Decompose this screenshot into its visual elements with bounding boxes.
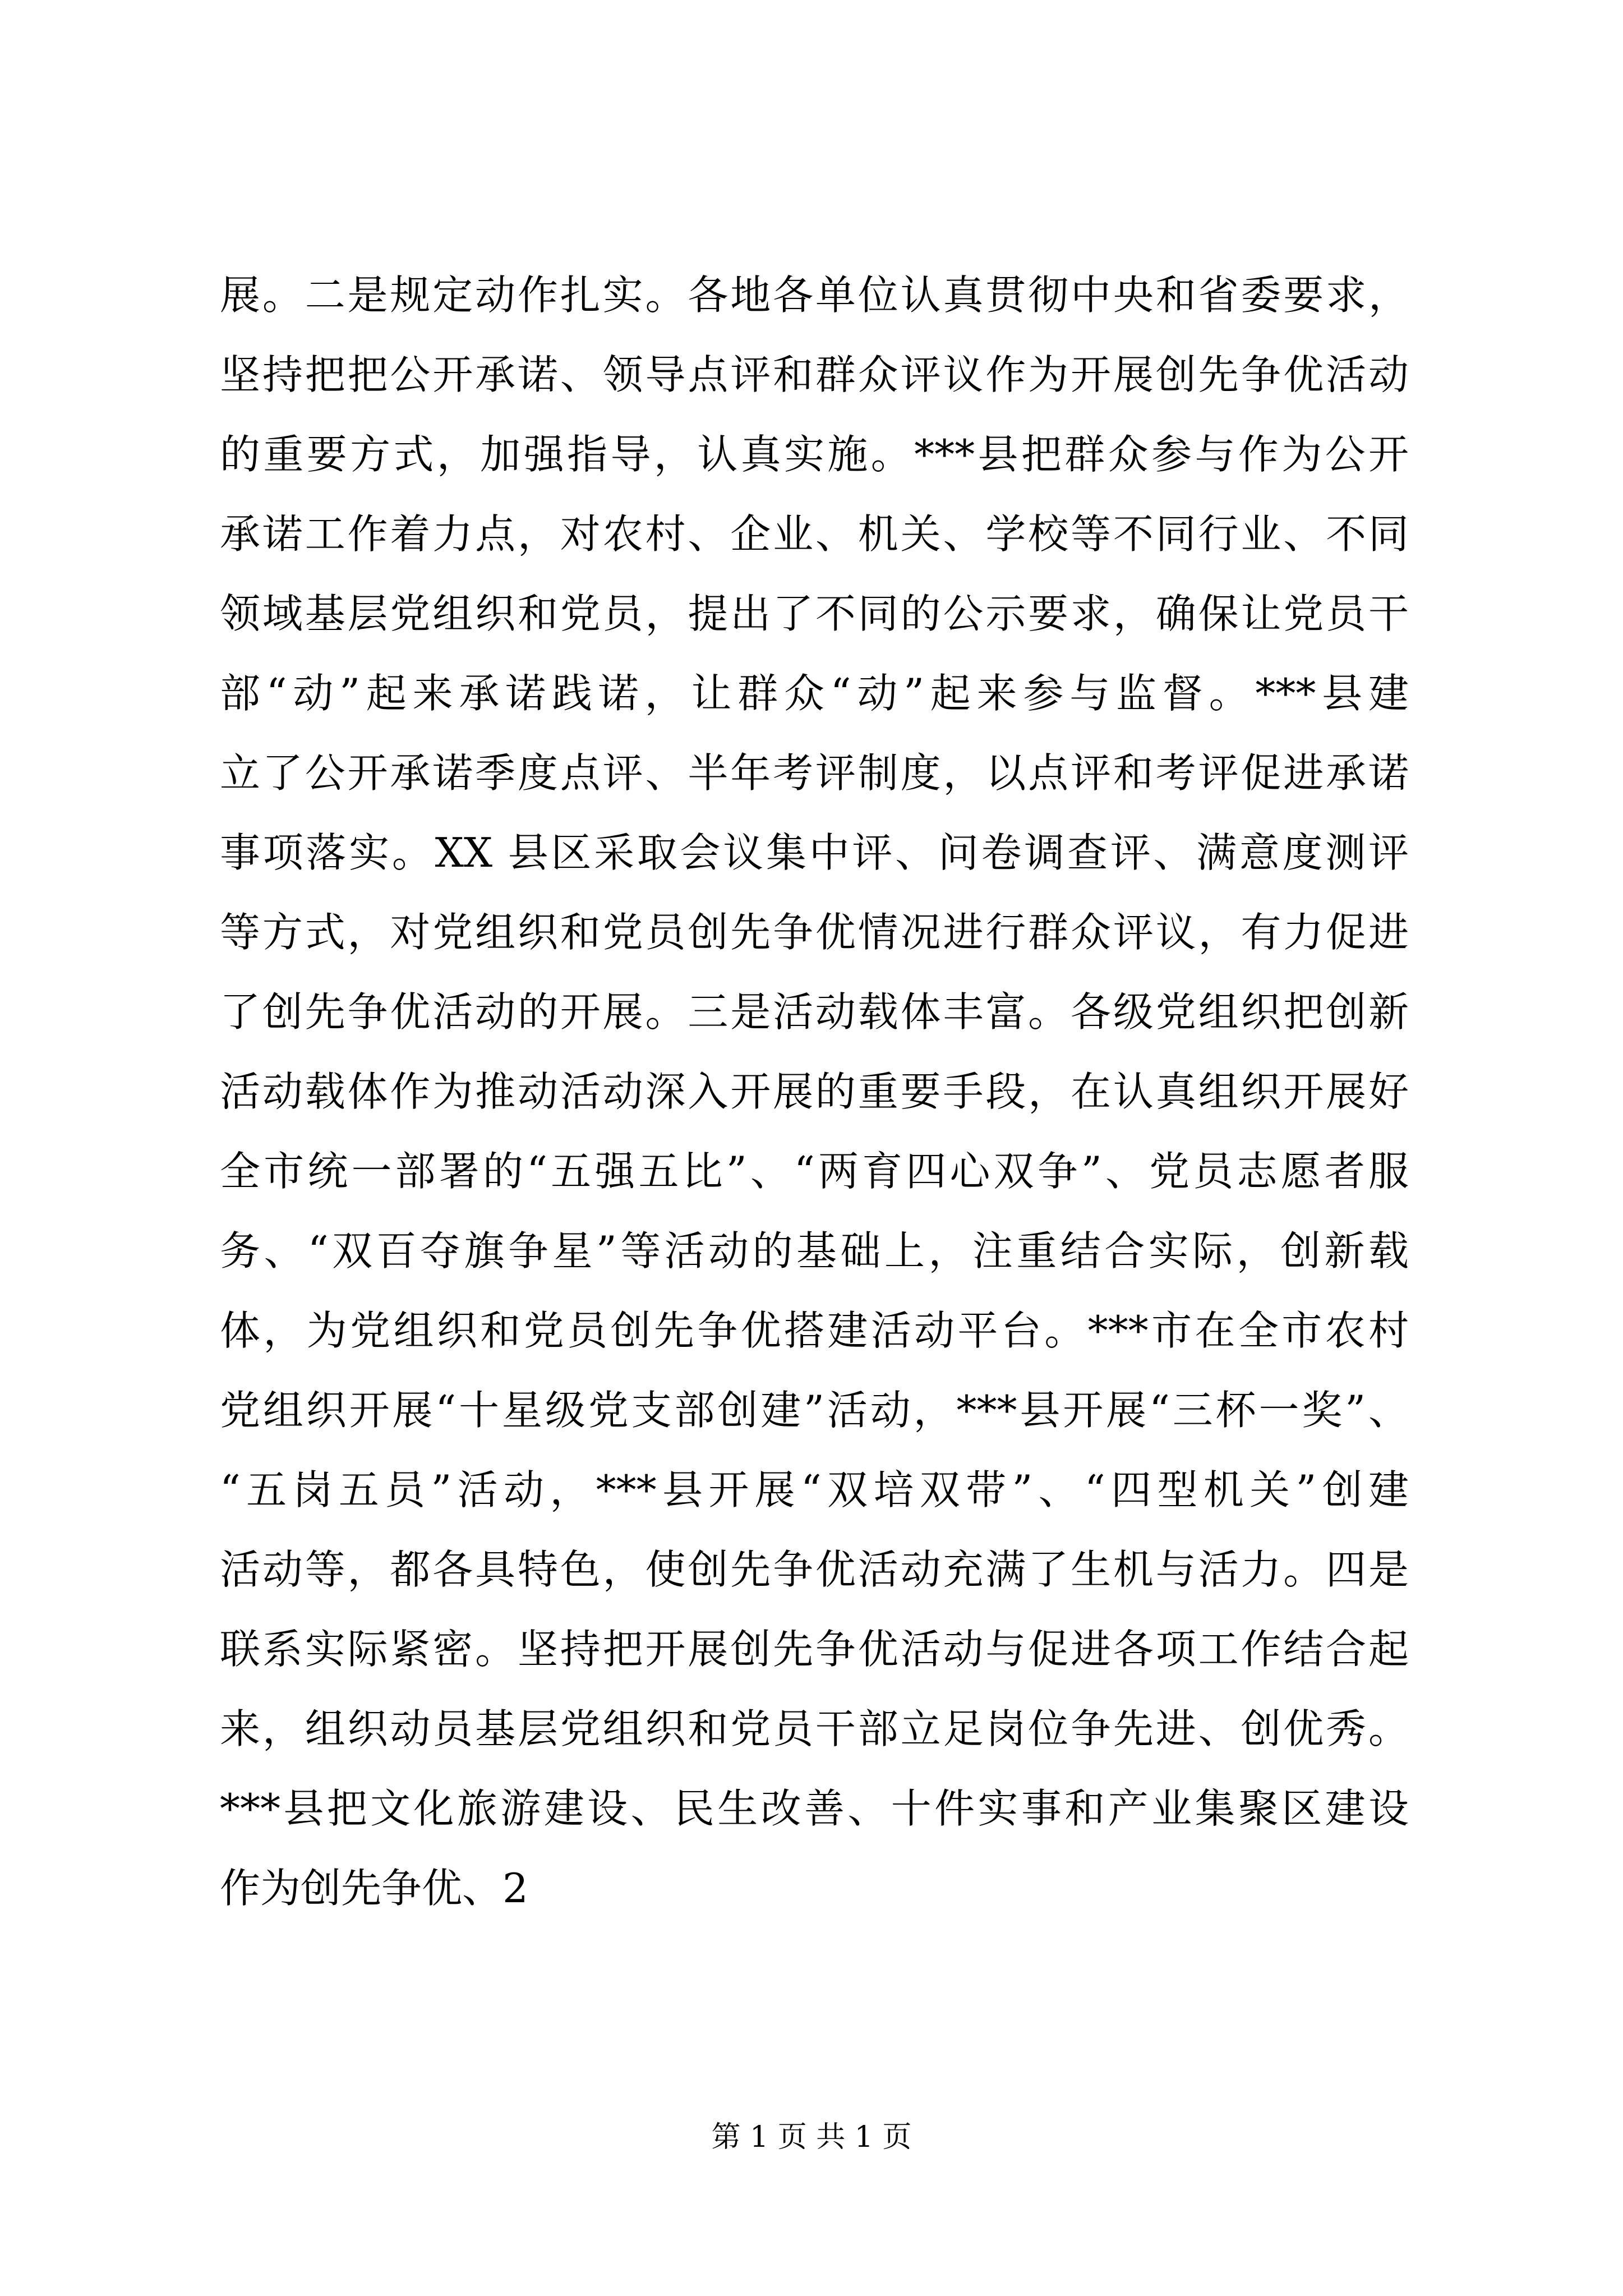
text-line: 作为创先争优、2 xyxy=(220,1865,528,1912)
text-line: “五岗五员”活动，***县开展“双培双带”、“四型机关”创建 xyxy=(220,1466,1409,1513)
text-line: 了创先争优活动的开展。三是活动载体丰富。各级党组织把创新 xyxy=(220,988,1409,1036)
text-line: 全市统一部署的“五强五比”、“两育四心双争”、党员志愿者服 xyxy=(220,1148,1409,1195)
text-line: 坚持把把公开承诺、领导点评和群众评议作为开展创先争优活动 xyxy=(220,351,1409,398)
text-line: 承诺工作着力点，对农村、企业、机关、学校等不同行业、不同 xyxy=(220,510,1409,558)
text-line: ***县把文化旅游建设、民生改善、十件实事和产业集聚区建设 xyxy=(220,1785,1409,1832)
text-line: 展。二是规定动作扎实。各地各单位认真贯彻中央和省委要求， xyxy=(220,272,1409,319)
page-number-label: 第 1 页 共 1 页 xyxy=(711,2120,912,2154)
text-line: 的重要方式，加强指导，认真实施。***县把群众参与作为公开 xyxy=(220,431,1409,478)
text-line: 立了公开承诺季度点评、半年考评制度，以点评和考评促进承诺 xyxy=(220,749,1409,797)
text-line: 等方式，对党组织和党员创先争优情况进行群众评议，有力促进 xyxy=(220,909,1409,956)
text-line: 事项落实。XX 县区采取会议集中评、问卷调查评、满意度测评 xyxy=(220,829,1409,876)
body-text xyxy=(220,255,1409,1928)
text-line: 党组织开展“十星级党支部创建”活动，***县开展“三杯一奖”、 xyxy=(220,1387,1409,1434)
text-line: 来，组织动员基层党组织和党员干部立足岗位争先进、创优秀。 xyxy=(220,1705,1409,1752)
text-line: 部“动”起来承诺践诺，让群众“动”起来参与监督。***县建 xyxy=(220,670,1409,717)
text-line: 联系实际紧密。坚持把开展创先争优活动与促进各项工作结合起 xyxy=(220,1626,1409,1673)
text-line: 体，为党组织和党员创先争优搭建活动平台。***市在全市农村 xyxy=(220,1307,1409,1354)
text-line: 活动载体作为推动活动深入开展的重要手段，在认真组织开展好 xyxy=(220,1068,1409,1115)
text-line: 领域基层党组织和党员，提出了不同的公示要求，确保让党员干 xyxy=(220,590,1409,637)
text-line: 务、“双百夺旗争星”等活动的基础上，注重结合实际，创新载 xyxy=(220,1227,1409,1274)
text-line: 活动等，都各具特色，使创先争优活动充满了生机与活力。四是 xyxy=(220,1546,1409,1593)
page-footer xyxy=(0,2115,1623,2160)
